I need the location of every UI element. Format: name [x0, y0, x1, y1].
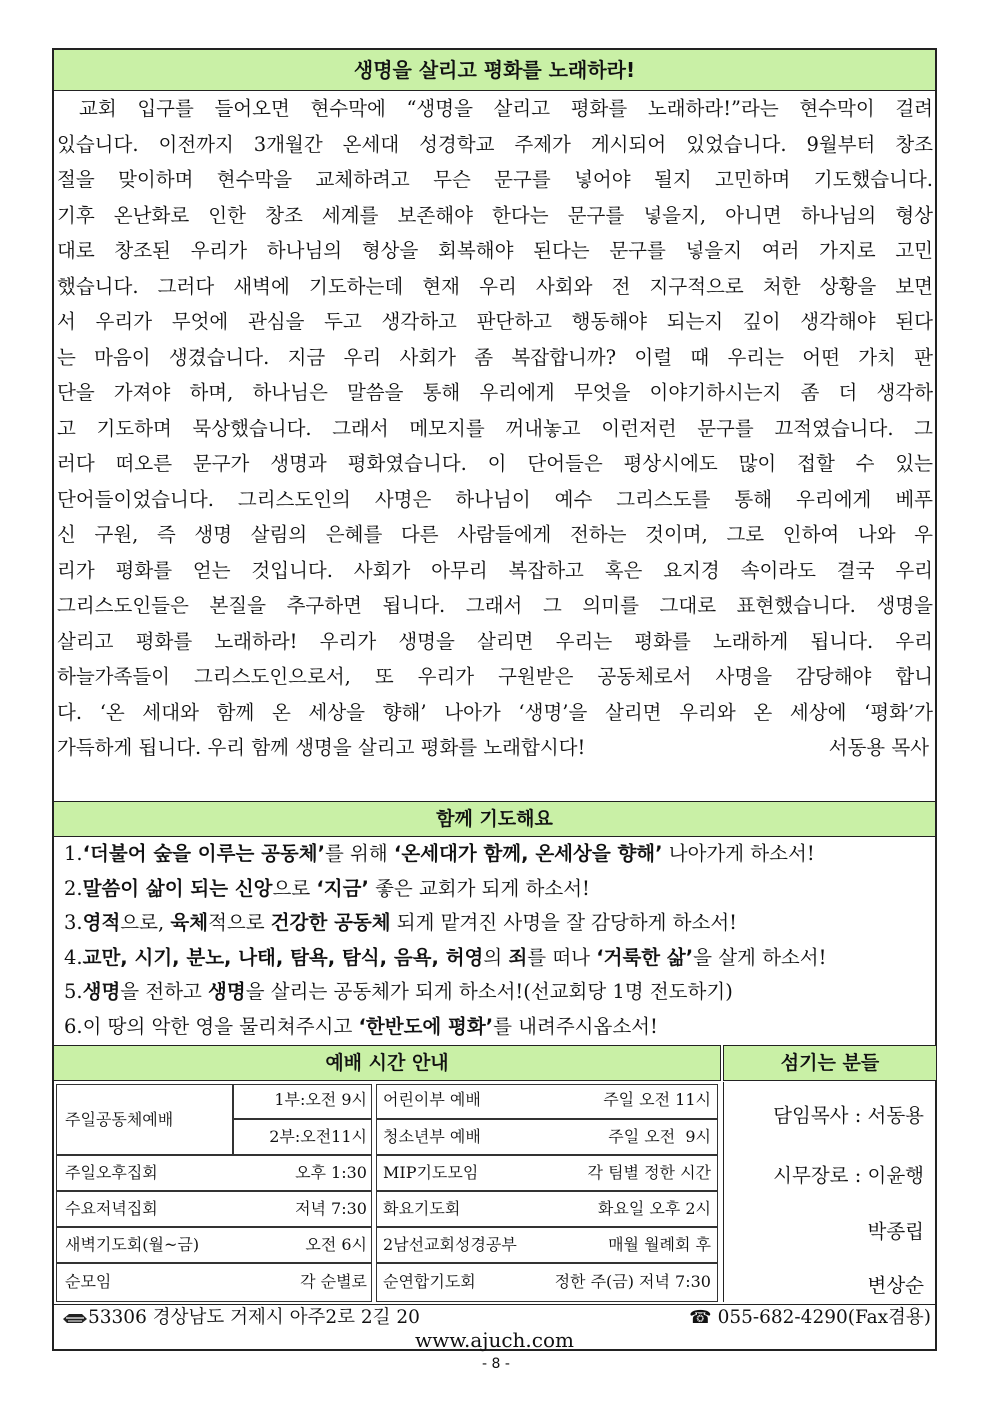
- dawn-time: 오전 6시: [305, 1235, 367, 1254]
- prayer-emphasis: 생명: [82, 980, 121, 1003]
- prayer-emphasis: ‘더불어 숲을 이루는 공동체’: [82, 842, 325, 865]
- prayer-text: 를 떠나: [527, 945, 597, 969]
- essay-line: 리가 평화를 얻는 것입니다. 사회가 아무리 복잡하고 혹은 요지경 속이라도 결국 우리: [57, 558, 933, 582]
- prayer-emphasis: 죄: [508, 945, 528, 969]
- prayer-emphasis: ‘거룩한 삶’: [596, 945, 694, 969]
- afternoon-time: 오후 1:30: [295, 1163, 367, 1182]
- afternoon-name: 주일오후집회: [65, 1163, 158, 1182]
- prayer-item: [64, 837, 934, 872]
- essay-line: 대로 창조된 우리가 하나님의 형상을 회복해야 된다는 문구를 넣을지 여러 가지로 고민: [57, 239, 933, 262]
- essay-line: 살리고 평화를 노래하라! 우리가 생명을 살리면 우리는 평화를 노래하게 됩니다. 우리: [57, 629, 933, 653]
- staff-list: [723, 1082, 936, 1302]
- prayer-text: 으로: [272, 876, 317, 900]
- prayer-emphasis: ‘한반도에 평화’: [358, 1014, 494, 1038]
- staff-title: 섬기는 분들: [723, 1045, 936, 1081]
- essay-line: [57, 730, 933, 766]
- mip-row: [376, 1154, 718, 1192]
- prayer-text: 적으로: [208, 911, 271, 934]
- prayer-item: [64, 941, 934, 976]
- essay-signature: 서동용 목사: [828, 736, 929, 759]
- mens-study-row: [376, 1226, 718, 1264]
- prayer-item: [64, 975, 934, 1010]
- essay-line: 신 구원, 즉 생명 살림의 은혜를 다른 사람들에게 전하는 것이며, 그로 인하여 나와 우: [57, 523, 933, 546]
- prayer-text: 를 내려주시옵소서!: [493, 1014, 658, 1038]
- prayer-item: [64, 906, 934, 941]
- cell-prayer-name: 순연합기도회: [383, 1272, 476, 1291]
- wednesday-row: [56, 1190, 372, 1228]
- youth-name: 청소년부 예배: [383, 1127, 481, 1146]
- essay-line: 그리스도인들은 본질을 추구하면 됩니다. 그래서 그 의미를 그대로 표현했습니다. 생명을: [57, 594, 933, 617]
- sunday-second-time: 2부:오전11시: [232, 1118, 372, 1156]
- phone-icon: ☎: [689, 1307, 712, 1328]
- tuesday-time: 화요일 오후 2시: [597, 1199, 711, 1218]
- essay-line: 교회 입구를 들어오면 현수막에 “생명을 살리고 평화를 노래하라!”라는 현수막이 걸려: [79, 97, 933, 120]
- prayer-text: 의: [483, 945, 509, 969]
- prayer-emphasis: 말씀이 삶이 되는 신앙: [82, 876, 273, 900]
- prayer-text: 을 살리는 공동체가 되게 하소서!(선교회당 1명 전도하기): [245, 980, 733, 1003]
- address-text: 53306 경상남도 거제시 아주2로 2길 20: [88, 1307, 420, 1328]
- essay-line-text: 가득하게 됩니다. 우리 함께 생명을 살리고 평화를 노래합시다!: [57, 736, 586, 759]
- afternoon-row: [56, 1154, 372, 1192]
- prayer-text: 4.: [64, 945, 83, 969]
- prayer-text: 1.: [64, 842, 83, 865]
- tuesday-row: [376, 1190, 718, 1228]
- essay-line: 다. ‘온 세대와 함께 온 세상을 향해’ 나아가 ‘생명’을 살리면 우리와 온 세상에 ‘평화’가: [57, 700, 933, 724]
- prayer-emphasis: 교만, 시기, 분노, 나태, 탐욕, 탐식, 음욕, 허영: [82, 945, 484, 969]
- wednesday-name: 수요저녁집회: [65, 1199, 158, 1218]
- mail-icon: [62, 1307, 88, 1328]
- page-number: - 8 -: [482, 1356, 510, 1372]
- prayer-text: 을 살게 하소서!: [693, 945, 827, 969]
- essay-line: 했습니다. 그러다 새벽에 기도하는데 현재 우리 사회와 전 지구적으로 처한 상황을 보면: [57, 274, 933, 298]
- mens-study-time: 매월 월례회 후: [608, 1235, 711, 1254]
- tuesday-name: 화요기도회: [383, 1199, 461, 1218]
- prayer-item: [64, 872, 934, 907]
- sunday-service-name: 주일공동체예배: [56, 1084, 234, 1156]
- prayer-emphasis: 건강한 공동체: [270, 911, 391, 934]
- prayer-emphasis: 육체: [170, 911, 209, 934]
- wednesday-time: 저녁 7:30: [295, 1199, 367, 1218]
- prayer-text: 되게 맡겨진 사명을 잘 감당하게 하소서!: [390, 911, 738, 934]
- senior-pastor: 담임목사 : 서동용: [773, 1104, 924, 1127]
- cell-group-name: 순모임: [65, 1272, 112, 1291]
- service-times-title: 예배 시간 안내: [54, 1045, 721, 1081]
- prayer-text: 2.: [64, 876, 83, 900]
- kids-name: 어린이부 예배: [383, 1090, 481, 1109]
- mip-time: 각 팀별 정한 시간: [587, 1163, 711, 1182]
- elder-1: 시무장로 : 이윤행: [773, 1164, 924, 1187]
- bulletin-page: [52, 48, 937, 1351]
- kids-row: [376, 1084, 718, 1120]
- cell-group-time: 각 순별로: [300, 1272, 367, 1291]
- address: [62, 1305, 420, 1331]
- kids-time: 주일 오전 11시: [603, 1090, 711, 1109]
- phone: [689, 1305, 931, 1331]
- prayer-emphasis: ‘지금’: [316, 876, 369, 900]
- essay-line: 있습니다. 이전까지 3개월간 온세대 성경학교 주제가 게시되어 있었습니다. 9월부터 창조: [57, 132, 933, 156]
- essay-line: 러다 떠오른 문구가 생명과 평화였습니다. 이 단어들은 평상시에도 많이 접할 수 있는: [57, 452, 933, 475]
- prayer-text: 으로,: [120, 911, 171, 934]
- footer: [54, 1304, 935, 1351]
- prayer-text: 5.: [64, 980, 83, 1003]
- essay-title: 생명을 살리고 평화를 노래하라!: [54, 50, 935, 91]
- prayer-emphasis: ‘온세대가 함께, 온세상을 향해’: [393, 842, 663, 865]
- youth-time: 주일 오전 9시: [608, 1127, 711, 1146]
- essay-line: 하늘가족들이 그리스도인으로서, 또 우리가 구원받은 공동체로서 사명을 감당해야 합니: [57, 665, 933, 688]
- essay-line: 단을 가져야 하며, 하나님은 말씀을 통해 우리에게 무엇을 이야기하시는지 좀 더 생각하: [57, 381, 933, 404]
- essay-line: 기후 온난화로 인한 창조 세계를 보존해야 한다는 문구를 넣을지, 아니면 하나님의 형상: [57, 203, 933, 227]
- prayer-emphasis: 영적: [82, 911, 121, 934]
- prayer-text: 를 위해: [325, 842, 394, 865]
- prayer-item: [64, 1010, 934, 1045]
- elder-3: 변상순: [867, 1274, 924, 1297]
- dawn-row: [56, 1226, 372, 1264]
- prayer-list: [64, 837, 934, 1044]
- elder-2: 박종립: [867, 1220, 924, 1243]
- cell-group-row: [56, 1262, 372, 1302]
- cell-prayer-row: [376, 1262, 718, 1302]
- website-link[interactable]: www.ajuch.com: [415, 1328, 574, 1352]
- prayer-text: 나아가게 하소서!: [662, 842, 815, 865]
- mens-study-name: 2남선교회성경공부: [383, 1235, 517, 1254]
- essay-line: 절을 맞이하며 현수막을 교체하려고 무슨 문구를 넣어야 될지 고민하며 기도했습니다.: [57, 168, 933, 191]
- essay-line: 는 마음이 생겼습니다. 지금 우리 사회가 좀 복잡합니까? 이럴 때 우리는 어떤 가치 판: [57, 345, 933, 369]
- essay-body: [57, 91, 933, 801]
- sunday-first-time: 1부:오전 9시: [232, 1084, 372, 1120]
- essay-line: 고 기도하며 묵상했습니다. 그래서 메모지를 꺼내놓고 이런저런 문구를 끄적였습니다. 그: [57, 416, 933, 440]
- prayer-emphasis: 생명: [208, 980, 246, 1003]
- prayer-title: 함께 기도해요: [54, 801, 935, 837]
- prayer-text: 을 전하고: [120, 980, 209, 1003]
- cell-prayer-time: 정한 주(금) 저녁 7:30: [554, 1272, 711, 1291]
- youth-row: [376, 1118, 718, 1156]
- prayer-text: 6.이 땅의 악한 영을 물리쳐주시고: [64, 1014, 359, 1038]
- essay-line: 단어들이었습니다. 그리스도인의 사명은 하나님이 예수 그리스도를 통해 우리에게 베푸: [57, 487, 933, 511]
- mip-name: MIP기도모임: [383, 1163, 479, 1182]
- essay-line: 서 우리가 무엇에 관심을 두고 생각하고 판단하고 행동해야 되는지 깊이 생각해야 된다: [57, 310, 933, 333]
- phone-text: 055-682-4290(Fax겸용): [717, 1307, 931, 1328]
- prayer-text: 좋은 교회가 되게 하소서!: [368, 876, 590, 900]
- prayer-text: 3.: [64, 911, 83, 934]
- dawn-name: 새벽기도회(월~금): [65, 1235, 200, 1254]
